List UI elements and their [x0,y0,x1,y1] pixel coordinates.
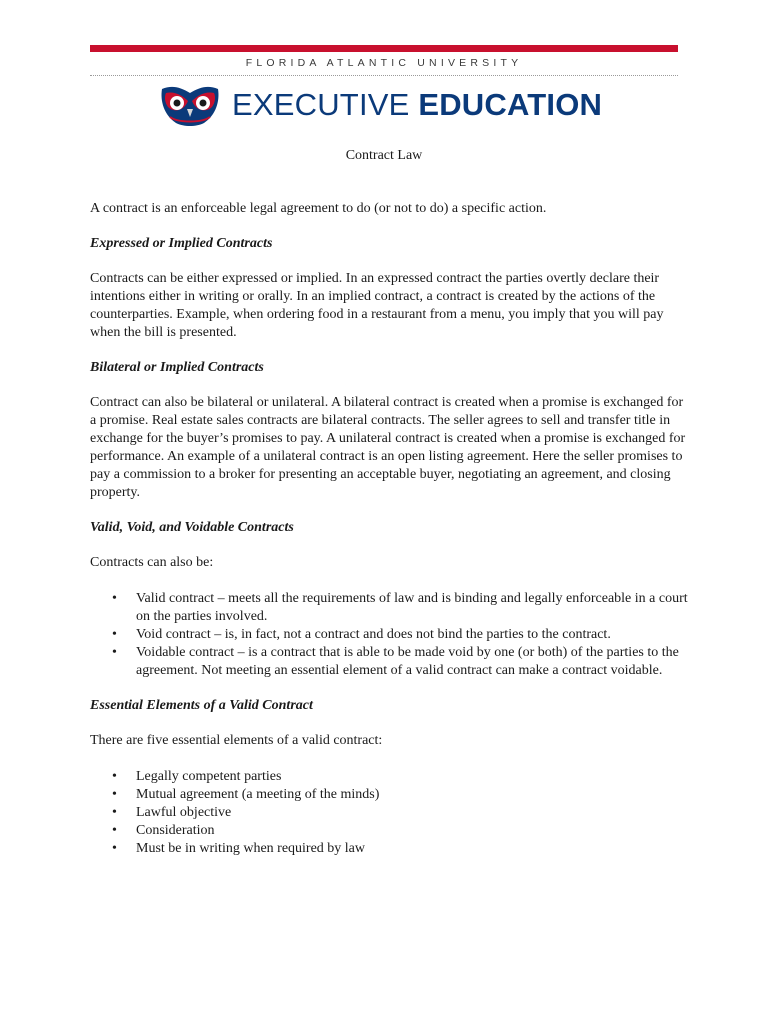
section-paragraph: There are five essential elements of a valid contract: [90,733,383,748]
bullet-icon: • [112,823,117,838]
bullet-icon: • [112,591,117,606]
list-item-text: Legally competent parties [136,769,282,784]
list-item-text: Consideration [136,823,215,838]
intro-paragraph: A contract is an enforceable legal agreement to do (or not to do) a specific action. [90,201,547,216]
section-paragraph: Contracts can also be: [90,555,214,570]
brand-wordmark-bold: EDUCATION [418,87,603,122]
list-item-text: Voidable contract – is a contract that is able to be made void by one (or both) of the parties to the agreement. Not meeting an essential element of a valid contract can make a contract voidable. [136,645,679,678]
list-item [90,804,690,822]
list-item-text: Valid contract – meets all the requirements of law and is binding and legally enforceable in a court on the parties involved. [136,591,688,624]
list-item [90,840,690,858]
list-item-text: Must be in writing when required by law [136,841,366,856]
brand-wordmark [232,87,602,123]
list-item [90,768,690,786]
section-heading: Valid, Void, and Voidable Contracts [90,520,294,535]
list-item-text: Mutual agreement (a meeting of the minds) [136,787,380,802]
brand-wordmark-light: EXECUTIVE [232,87,419,122]
list-item [90,590,690,626]
bullet-list [90,590,690,680]
section-heading: Essential Elements of a Valid Contract [90,698,313,713]
list-item [90,644,690,680]
list-item-text: Lawful objective [136,805,232,820]
university-name: FLORIDA ATLANTIC UNIVERSITY [245,57,523,69]
section-heading: Expressed or Implied Contracts [90,236,273,251]
bullet-icon: • [112,841,117,856]
document-title: Contract Law [345,148,423,163]
executive-education-logo [158,82,602,128]
list-item [90,786,690,804]
section-paragraph: Contract can also be bilateral or unilateral. A bilateral contract is created when a promise is exchanged for a promise. Real estate sales contracts are bilateral contracts. The seller agrees to sell and transfer title in exchange for the buyer’s promises to pay. A unilateral contract is created when a promise is exchanged for performance. An example of a unilateral contract is an open listing agreement. Here the seller promises to pay a commission to a broker for presenting an acceptable buyer, negotiating an agreement, and closing property. [90,395,686,500]
section-paragraph: Contracts can be either expressed or implied. In an expressed contract the parties overtly declare their intentions either in writing or orally. In an implied contract, a contract is created by the actions of the counterparties. Example, when ordering food in a restaurant from a menu, you imply that you will pay when the bill is presented. [90,271,664,340]
owl-icon [158,83,222,127]
list-item [90,626,690,644]
bullet-icon: • [112,787,117,802]
document-body [90,200,690,858]
bullet-list [90,768,690,858]
bullet-icon: • [112,805,117,820]
header-accent-bar [90,45,678,52]
bullet-icon: • [112,645,117,660]
list-item-text: Void contract – is, in fact, not a contract and does not bind the parties to the contract. [136,627,611,642]
header-divider [90,75,678,76]
section-heading: Bilateral or Implied Contracts [90,360,264,375]
bullet-icon: • [112,627,117,642]
list-item [90,822,690,840]
bullet-icon: • [112,769,117,784]
